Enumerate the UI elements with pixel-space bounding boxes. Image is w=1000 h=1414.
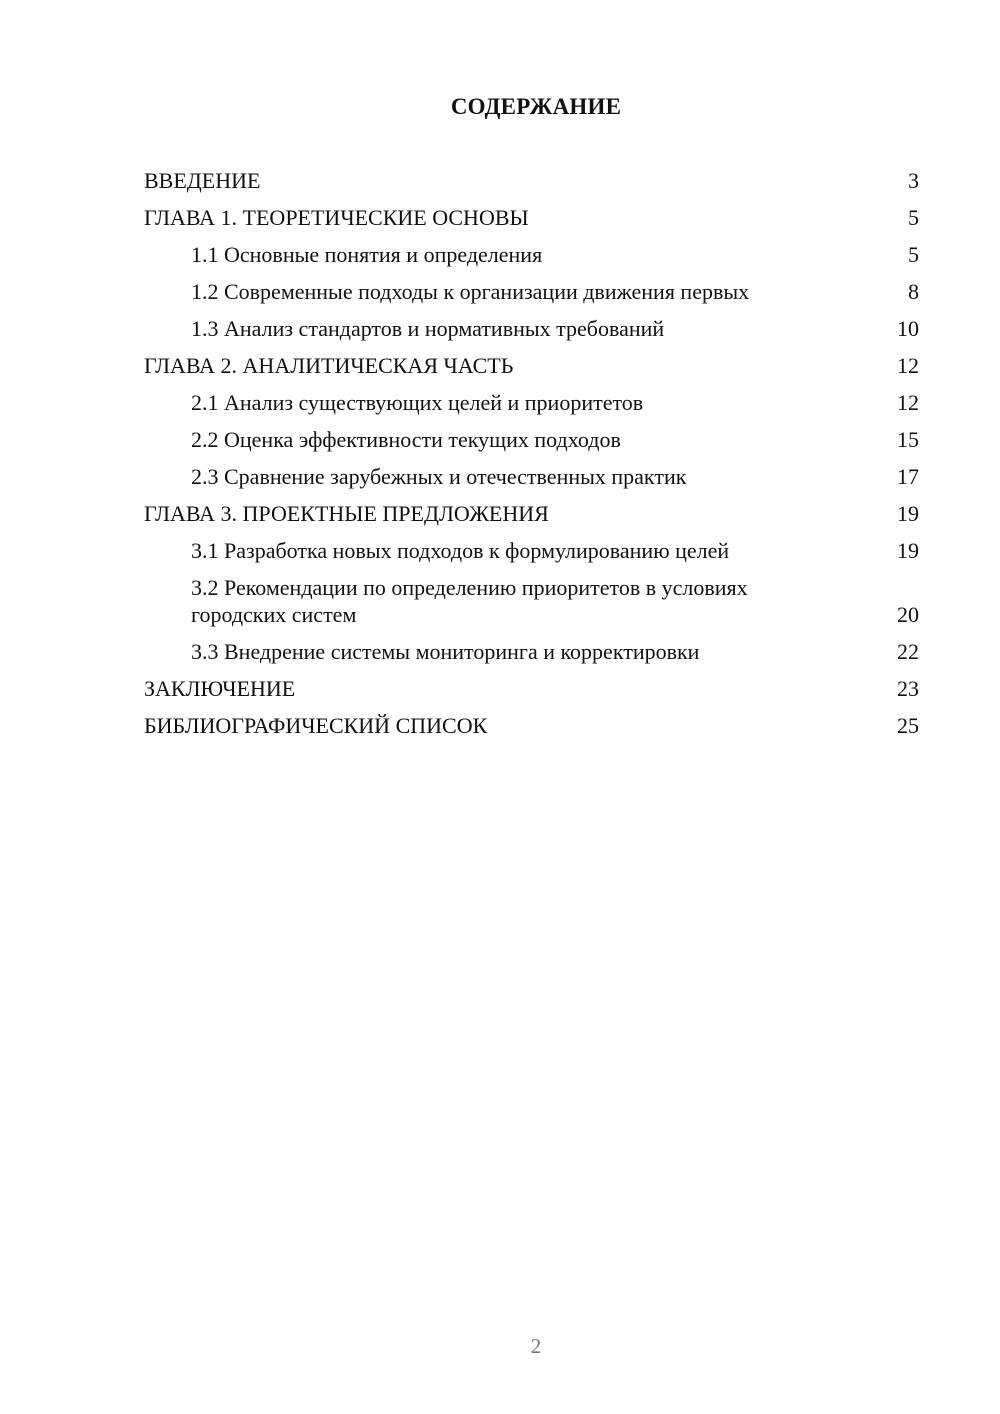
toc-label: ЗАКЛЮЧЕНИЕ [144, 676, 296, 701]
page-number: 2 [530, 1334, 542, 1358]
toc-entry-section-1-2[interactable] [144, 278, 919, 305]
toc-entry-section-3-3[interactable] [144, 638, 919, 665]
toc-entry-conclusion[interactable] [144, 675, 919, 702]
toc-entry-section-3-2[interactable] [144, 574, 919, 628]
toc-label: 3.3 Внедрение системы мониторинга и корректировки [191, 639, 700, 664]
toc-entry-chapter-2[interactable] [144, 352, 919, 379]
toc-label: 2.1 Анализ существующих целей и приоритетов [191, 390, 644, 415]
toc-entry-section-3-1[interactable] [144, 537, 919, 564]
toc-label: ГЛАВА 2. АНАЛИТИЧЕСКАЯ ЧАСТЬ [144, 353, 514, 378]
toc-page-number: 5 [908, 205, 919, 230]
table-of-contents [144, 167, 919, 749]
toc-label: 3.1 Разработка новых подходов к формулированию целей [191, 538, 730, 563]
toc-page-number: 23 [897, 676, 919, 701]
toc-entry-chapter-1[interactable] [144, 204, 919, 231]
toc-label: 1.2 Современные подходы к организации движения первых [191, 279, 750, 304]
toc-label: 1.1 Основные понятия и определения [191, 242, 543, 267]
toc-entry-section-2-1[interactable] [144, 389, 919, 416]
toc-label: ВВЕДЕНИЕ [144, 168, 261, 193]
toc-page-number: 12 [897, 390, 919, 415]
toc-entry-section-1-3[interactable] [144, 315, 919, 342]
toc-label: ГЛАВА 3. ПРОЕКТНЫЕ ПРЕДЛОЖЕНИЯ [144, 501, 549, 526]
toc-entry-chapter-3[interactable] [144, 500, 919, 527]
toc-page-number: 22 [897, 639, 919, 664]
toc-label: БИБЛИОГРАФИЧЕСКИЙ СПИСОК [144, 713, 488, 738]
toc-label: 1.3 Анализ стандартов и нормативных требований [191, 316, 665, 341]
toc-entry-bibliography[interactable] [144, 712, 919, 739]
toc-page-number: 15 [897, 427, 919, 452]
toc-page-number: 19 [897, 538, 919, 563]
toc-page-number: 8 [908, 279, 919, 304]
toc-entry-section-2-3[interactable] [144, 463, 919, 490]
toc-page-number: 12 [897, 353, 919, 378]
page-title: СОДЕРЖАНИЕ [450, 94, 622, 119]
toc-label: 2.2 Оценка эффективности текущих подходов [191, 427, 621, 452]
toc-page-number: 5 [908, 242, 919, 267]
toc-page-number: 19 [897, 501, 919, 526]
toc-entry-section-1-1[interactable] [144, 241, 919, 268]
toc-page-number: 20 [897, 602, 919, 627]
toc-label: ГЛАВА 1. ТЕОРЕТИЧЕСКИЕ ОСНОВЫ [144, 205, 529, 230]
toc-entry-introduction[interactable] [144, 167, 919, 194]
toc-label: 2.3 Сравнение зарубежных и отечественных практик [191, 464, 687, 489]
toc-page-number: 25 [897, 713, 919, 738]
toc-entry-section-2-2[interactable] [144, 426, 919, 453]
toc-page-number: 10 [897, 316, 919, 341]
toc-page-number: 3 [908, 168, 919, 193]
toc-page-number: 17 [897, 464, 919, 489]
toc-label: 3.2 Рекомендации по определению приоритетов в условиях городских систем [191, 575, 748, 627]
